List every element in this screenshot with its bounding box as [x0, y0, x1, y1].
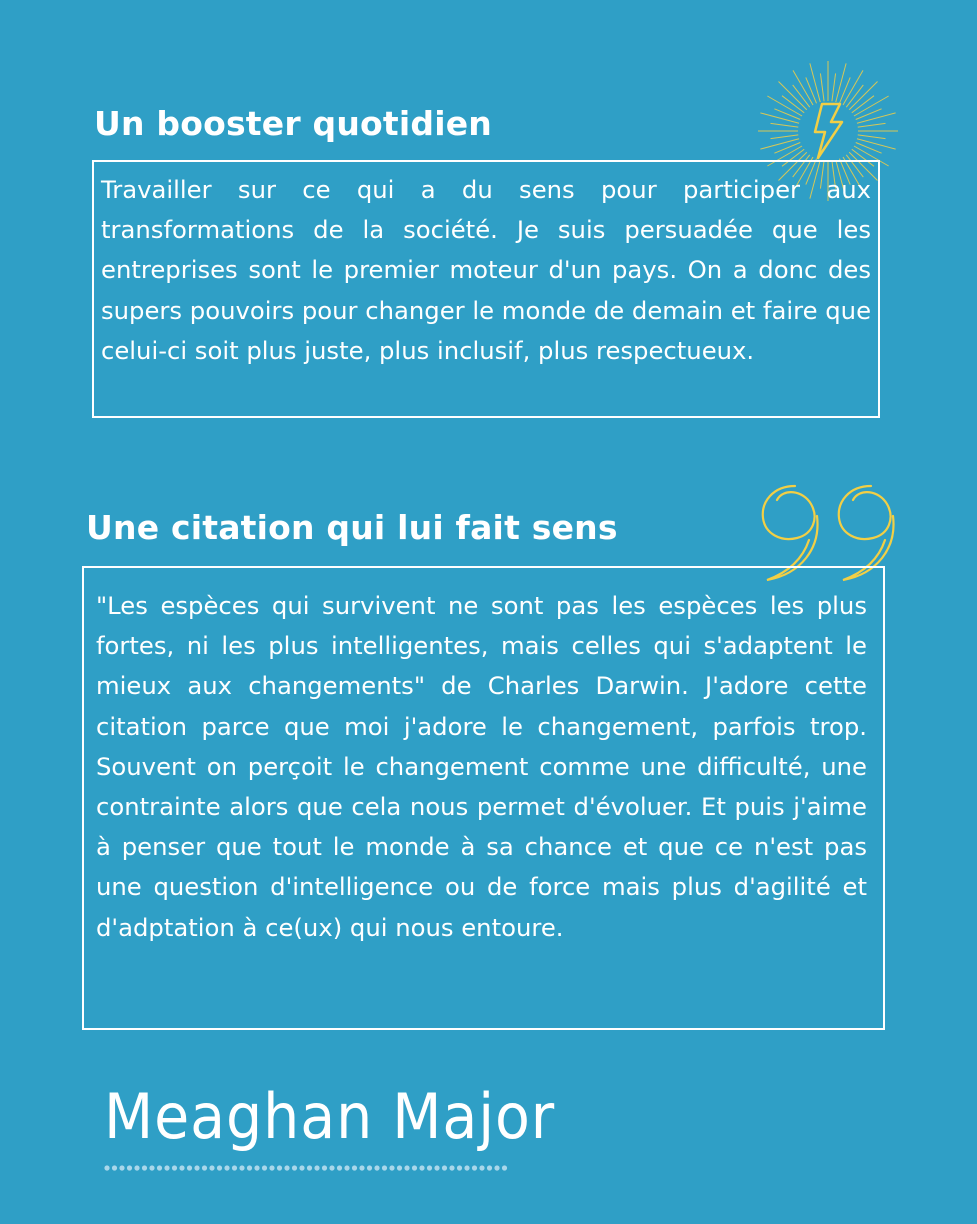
underline-dot	[397, 1165, 402, 1170]
underline-dot	[329, 1165, 334, 1170]
underline-dot	[449, 1165, 454, 1170]
sunburst-ray	[836, 63, 846, 102]
underline-dot	[502, 1165, 507, 1170]
underline-dot	[404, 1165, 409, 1170]
sunburst-ray	[857, 113, 896, 123]
underline-dot	[464, 1165, 469, 1170]
section-title-quote: Une citation qui lui fait sens	[86, 508, 618, 547]
underline-dot	[202, 1165, 207, 1170]
underline-dot	[457, 1165, 462, 1170]
underline-dot	[262, 1165, 267, 1170]
underline-dot	[299, 1165, 304, 1170]
underline-dot	[254, 1165, 259, 1170]
underline-dot	[119, 1165, 124, 1170]
underline-dot	[479, 1165, 484, 1170]
underline-dot	[412, 1165, 417, 1170]
underline-dot	[239, 1165, 244, 1170]
underline-dot	[127, 1165, 132, 1170]
underline-dot	[112, 1165, 117, 1170]
underline-dot	[157, 1165, 162, 1170]
sunburst-ray	[810, 63, 820, 102]
sunburst-ray	[832, 73, 836, 101]
underline-dot	[359, 1165, 364, 1170]
booster-text-box	[92, 160, 880, 418]
sunburst-ray	[858, 135, 886, 139]
sunburst-ray	[858, 123, 886, 127]
sunburst-ray	[770, 135, 798, 139]
underline-dot	[269, 1165, 274, 1170]
sunburst-ray	[760, 139, 799, 149]
underline-dot	[209, 1165, 214, 1170]
underline-dot	[247, 1165, 252, 1170]
underline-dot	[104, 1165, 109, 1170]
underline-dot	[442, 1165, 447, 1170]
underline-dot	[494, 1165, 499, 1170]
quote-text-box	[82, 566, 885, 1030]
underline-dot	[322, 1165, 327, 1170]
underline-dot	[367, 1165, 372, 1170]
sunburst-ray	[857, 139, 896, 149]
underline-dot	[149, 1165, 154, 1170]
dotted-underline	[104, 1163, 510, 1173]
underline-dot	[337, 1165, 342, 1170]
underline-dot	[277, 1165, 282, 1170]
underline-dot	[164, 1165, 169, 1170]
booster-paragraph: Travailler sur ce qui a du sens pour participer aux transformations de la société. Je suis persuadée que les entreprises sont le premier moteur d'un pays. On a donc des supers pouvoirs pour changer le monde de demain et faire que celui-ci soit plus juste, plus inclusif, plus respectueux.	[101, 175, 872, 365]
underline-dot	[292, 1165, 297, 1170]
underline-dot	[224, 1165, 229, 1170]
underline-dot	[179, 1165, 184, 1170]
underline-dot	[374, 1165, 379, 1170]
underline-dot	[314, 1165, 319, 1170]
underline-dot	[307, 1165, 312, 1170]
signature: Meaghan Major	[104, 1080, 556, 1153]
underline-dot	[284, 1165, 289, 1170]
underline-dot	[172, 1165, 177, 1170]
underline-dot	[344, 1165, 349, 1170]
sunburst-ray	[770, 123, 798, 127]
underline-dot	[487, 1165, 492, 1170]
underline-dot	[232, 1165, 237, 1170]
underline-dot	[142, 1165, 147, 1170]
quote-paragraph: "Les espèces qui survivent ne sont pas les espèces les plus fortes, ni les plus intelligentes, mais celles qui s'adaptent le mieux aux changements" de Charles Darwin. J'adore cette citation parce que moi j'adore le changement, parfois trop. Souvent on perçoit le changement comme une difficulté, une contrainte alors que cela nous permet d'évoluer. Et puis j'aime à penser que tout le monde à sa chance et que ce n'est pas une question d'intelligence ou de force mais plus d'agilité et d'adptation à ce(ux) qui nous entoure.	[96, 591, 867, 942]
underline-dot	[472, 1165, 477, 1170]
underline-dot	[194, 1165, 199, 1170]
sunburst-ray	[760, 113, 799, 123]
underline-dot	[217, 1165, 222, 1170]
underline-dot	[352, 1165, 357, 1170]
underline-dot	[134, 1165, 139, 1170]
underline-dot	[427, 1165, 432, 1170]
underline-dot	[434, 1165, 439, 1170]
underline-dot	[187, 1165, 192, 1170]
underline-dot	[389, 1165, 394, 1170]
underline-dot	[382, 1165, 387, 1170]
underline-dot	[419, 1165, 424, 1170]
section-title-booster: Un booster quotidien	[94, 104, 492, 143]
sunburst-ray	[820, 73, 824, 101]
